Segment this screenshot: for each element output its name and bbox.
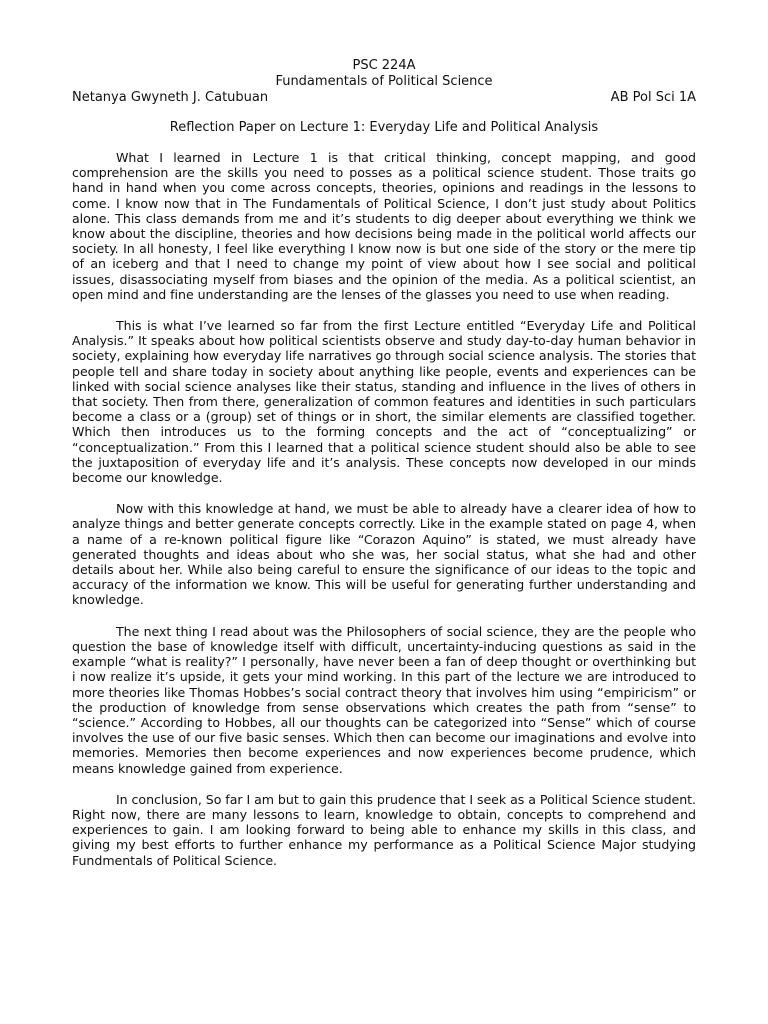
paragraph-3: Now with this knowledge at hand, we must be able to already have a clearer idea of how to analyze things and better generate concepts correctly. Like in the example stated on page 4, when a name of a re-known political figure like “Corazon Aquino” is stated, we must already have generated thoughts and ideas about who she was, her social status, what she had and other details about her. While also being careful to ensure the significance of our ideas to the topic and accuracy of the information we know. This will be useful for generating further understanding and knowledge. <box>72 501 696 608</box>
author-row <box>72 90 696 106</box>
program-label: AB Pol Sci 1A <box>610 90 696 105</box>
course-code: PSC 224A <box>352 58 416 73</box>
document-page <box>72 58 696 884</box>
paragraph-2: This is what I’ve learned so far from the first Lecture entitled “Everyday Life and Political Analysis.” It speaks about how political scientists observe and study day-to-day human behavior in society, explaining how everyday life narratives go through social science analysis. The stories that people tell and share today in society about anything like people, events and experiences can be linked with social science analyses like their status, standing and influence in the lives of others in that society. Then from there, generalization of common features and identities in such particulars become a class or a (group) set of things or in short, the similar elements are classified together. Which then introduces us to the forming concepts and the act of “conceptualizing” or “conceptualization.” From this I learned that a political science student should also be able to see the juxtaposition of everyday life and it’s analysis. These concepts now developed in our minds become our knowledge. <box>72 318 696 486</box>
paragraph-1: What I learned in Lecture 1 is that critical thinking, concept mapping, and good comprehension are the skills you need to posses as a political science student. Those traits go hand in hand when you come across concepts, theories, opinions and readings in the lessons to come. I know now that in The Fundamentals of Political Science, I don’t just study about Politics alone. This class demands from me and it’s students to dig deeper about everything we think we know about the discipline, theories and how decisions being made in the political world affects our society. In all honesty, I feel like everything I know now is but one side of the story or the mere tip of an iceberg and that I need to change my point of view about how I see social and political issues, disassociating myself from biases and the opinion of the media. As a political scientist, an open mind and fine understanding are the lenses of the glasses you need to use when reading. <box>72 150 696 302</box>
author-name: Netanya Gwyneth J. Catubuan <box>72 90 269 105</box>
paragraph-5: In conclusion, So far I am but to gain this prudence that I seek as a Political Science student. Right now, there are many lessons to learn, knowledge to obtain, concepts to comprehend and experiences to gain. I am looking forward to being able to enhance my skills in this class, and giving my best efforts to further enhance my performance as a Political Science Major studying Fundmentals of Political Science. <box>72 791 696 868</box>
paper-title: Reflection Paper on Lecture 1: Everyday Life and Political Analysis <box>169 120 599 135</box>
course-title: Fundamentals of Political Science <box>275 74 493 89</box>
paragraph-4: The next thing I read about was the Philosophers of social science, they are the people who question the base of knowledge itself with difficult, uncertainty-inducing questions as said in the example “what is reality?” I personally, have never been a fan of deep thought or overthinking but i now realize it’s upside, it gets your mind working. In this part of the lecture we are introduced to more theories like Thomas Hobbes’s social contract theory that involves him using “empiricism” or the production of knowledge from sense observations which creates the path from “sense” to “science.” According to Hobbes, all our thoughts can be categorized into “Sense” which of course involves the use of our five basic senses. Which then can become our imaginations and evolve into memories. Memories then become experiences and now experiences become prudence, which means knowledge gained from experience. <box>72 623 696 776</box>
